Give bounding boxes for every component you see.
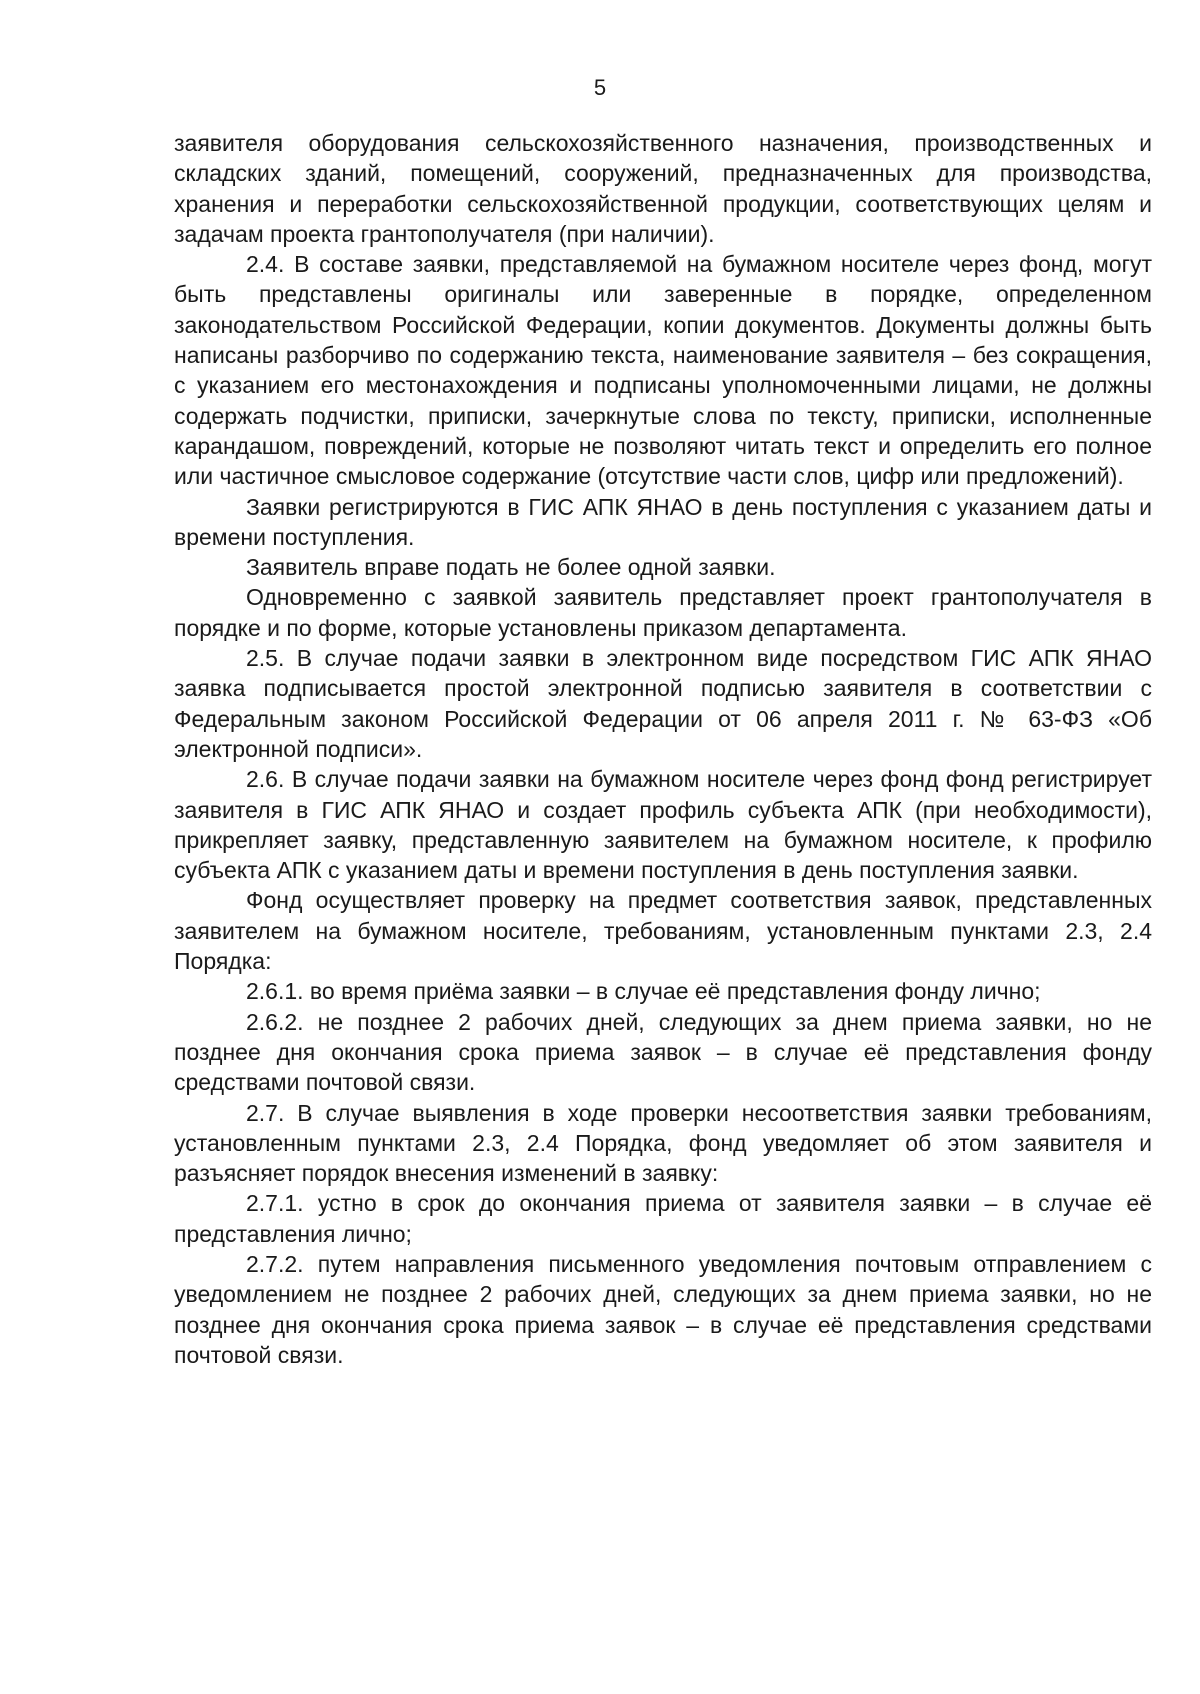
paragraph-2-4: 2.4. В составе заявки, представляемой на бумажном носителе через фонд, могут быть представлены оригиналы или заверенные в порядке, определенном законодательством Российской Федерации, копии документов. Документы должны быть написаны разборчиво по содержанию текста, наименование заявителя – без сокращения, с указанием его местонахождения и подписаны уполномоченными лицами, не должны содержать подчистки, приписки, зачеркнутые слова по тексту, приписки, исполненные карандашом, повреждений, которые не позволяют читать текст и определить его полное или частичное смысловое содержание (отсутствие части слов, цифр или предложений). — [174, 251, 1152, 490]
paragraph-2-6-1: 2.6.1. во время приёма заявки – в случае её представления фонду лично; — [246, 978, 1041, 1005]
paragraph-2-7-1: 2.7.1. устно в срок до окончания приема от заявителя заявки – в случае её представления лично; — [174, 1190, 1152, 1247]
paragraph-2-5: 2.5. В случае подачи заявки в электронном виде посредством ГИС АПК ЯНАО заявка подписывается простой электронной подписью заявителя в соответствии с Федеральным законом Российской Федерации от 06 апреля 2011 г. № 63-ФЗ «Об электронной подписи». — [174, 645, 1152, 762]
paragraph: Заявки регистрируются в ГИС АПК ЯНАО в день поступления с указанием даты и времени поступления. — [174, 493, 1152, 550]
paragraph: заявителя оборудования сельскохозяйственного назначения, производственных и складских зданий, помещений, сооружений, предназначенных для производства, хранения и переработки сельскохозяйственной продукции, соответствующих целям и задачам проекта грантополучателя (при наличии). — [174, 130, 1152, 247]
paragraph-2-7-2: 2.7.2. путем направления письменного уведомления почтовым отправлением с уведомлением не позднее 2 рабочих дней, следующих за днем приема заявки, но не позднее дня окончания срока приема заявок – в случае её представления средствами почтовой связи. — [174, 1250, 1152, 1368]
paragraph: Фонд осуществляет проверку на предмет соответствия заявок, представленных заявителем на бумажном носителе, требованиям, установленным пунктами 2.3, 2.4 Порядка: — [174, 887, 1152, 975]
paragraph-2-6: 2.6. В случае подачи заявки на бумажном носителе через фонд фонд регистрирует заявителя в ГИС АПК ЯНАО и создает профиль субъекта АПК (при необходимости), прикрепляет заявку, представленную заявителем на бумажном носителе, к профилю субъекта АПК с указанием даты и времени поступления в день поступления заявки. — [174, 766, 1152, 884]
paragraph-2-7: 2.7. В случае выявления в ходе проверки несоответствия заявки требованиям, установленным пунктами 2.3, 2.4 Порядка, фонд уведомляет об этом заявителя и разъясняет порядок внесения изменений в заявку: — [174, 1099, 1152, 1187]
paragraph-2-6-2: 2.6.2. не позднее 2 рабочих дней, следующих за днем приема заявки, но не позднее дня окончания срока приема заявок – в случае её представления фонду средствами почтовой связи. — [174, 1008, 1152, 1096]
paragraph: Одновременно с заявкой заявитель представляет проект грантополучателя в порядке и по форме, которые установлены приказом департамента. — [174, 584, 1152, 641]
document-body — [174, 128, 1152, 1370]
paragraph: Заявитель вправе подать не более одной заявки. — [246, 554, 776, 581]
page-number: 5 — [593, 75, 607, 100]
